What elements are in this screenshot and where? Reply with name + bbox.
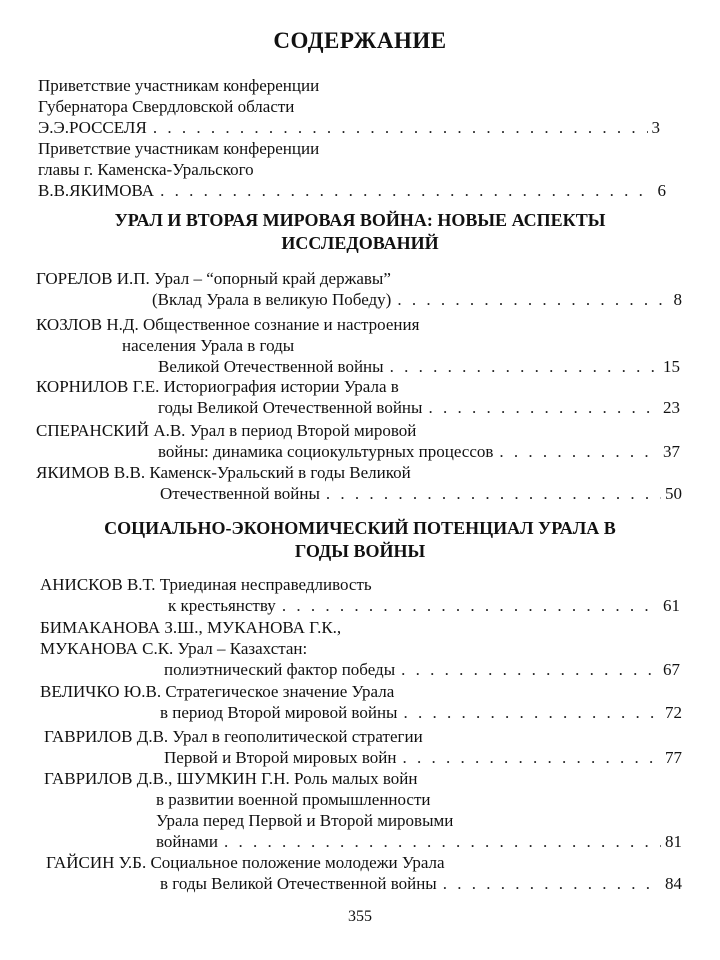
section-heading-line: УРАЛ И ВТОРАЯ МИРОВАЯ ВОЙНА: НОВЫЕ АСПЕКТЫ [114,210,606,230]
toc-entry-line: ГАВРИЛОВ Д.В., ШУМКИН Г.Н. Роль малых войн [44,769,418,788]
toc-entry-line: АНИСКОВ В.Т. Триединая несправедливость [40,575,372,594]
toc-page-number: 77 [665,748,682,767]
leader-dots [154,180,653,201]
section-heading-1 [40,209,680,255]
toc-entry-line: Великой Отечественной войны [158,357,384,376]
toc-entry-last-line [158,356,680,377]
toc-entry-last-line [164,659,680,680]
toc-entry [0,314,720,377]
toc-entry-line: Губернатора Свердловской области [38,97,295,116]
leader-dots [218,831,661,852]
toc-entry [0,376,720,418]
toc-entry-last-line [168,595,680,616]
toc-entry-last-line [156,831,682,852]
toc-entry-line: БИМАКАНОВА З.Ш., МУКАНОВА Г.К., [40,618,342,637]
leader-dots [493,441,659,462]
toc-entry-last-line [160,873,682,894]
toc-page-number: 84 [665,874,682,893]
toc-page-number: 6 [657,181,666,200]
page-number: 355 [348,908,372,925]
page-title: СОДЕРЖАНИЕ [273,28,447,53]
toc-entry-last-line [164,747,682,768]
toc-entry [0,462,720,504]
toc-entry [0,726,720,768]
toc-entry-line: населения Урала в годы [122,336,295,355]
toc-entry-line: ГОРЕЛОВ И.П. Урал – “опорный край державы” [36,269,391,288]
toc-entry-last-line [152,289,682,310]
leader-dots [422,397,659,418]
toc-entry-line: Отечественной войны [160,484,320,503]
toc-page-number: 3 [651,118,660,137]
toc-page-number: 61 [663,596,680,615]
toc-entry-greeting-1 [0,75,720,138]
toc-entry-line: в период Второй мировой войны [160,703,398,722]
toc-entry-line: полиэтнический фактор победы [164,660,396,679]
toc-entry-last-line [158,441,680,462]
toc-entry-greeting-2 [0,138,720,201]
leader-dots [276,595,659,616]
leader-dots [147,117,648,138]
toc-page-number: 8 [673,290,682,309]
toc-entry [0,681,720,723]
toc-entry [0,420,720,462]
section-heading-line: ИССЛЕДОВАНИЙ [281,233,439,253]
leader-dots [396,747,661,768]
toc-page-number: 72 [665,703,682,722]
toc-entry [0,268,720,310]
toc-entry-last-line [160,483,682,504]
leader-dots [397,702,661,723]
toc-entry-line: Приветствие участникам конференции [38,139,320,158]
toc-entry-line: в годы Великой Отечественной войны [160,874,437,893]
toc-entry-last-line [158,397,680,418]
toc-entry-line: МУКАНОВА С.К. Урал – Казахстан: [40,639,308,658]
leader-dots [320,483,661,504]
toc-entry-last-line [38,117,660,138]
toc-page-number: 37 [663,442,680,461]
toc-entry-last-line [160,702,682,723]
toc-page-number: 81 [665,832,682,851]
toc-page-number: 50 [665,484,682,503]
toc-entry-line: КОЗЛОВ Н.Д. Общественное сознание и настроения [36,315,420,334]
leader-dots [437,873,661,894]
toc-entry-line: КОРНИЛОВ Г.Е. Историография истории Урала в [36,377,399,396]
toc-page-number: 67 [663,660,680,679]
toc-entry [0,768,720,852]
toc-entry-line: СПЕРАНСКИЙ А.В. Урал в период Второй мировой [36,421,417,440]
toc-entry-line: В.В.ЯКИМОВА [38,181,155,200]
toc-entry-line: войнами [156,832,219,851]
toc-entry-line: войны: динамика социокультурных процессов [158,442,494,461]
toc-entry-line: ГАВРИЛОВ Д.В. Урал в геополитической стратегии [44,727,423,746]
leader-dots [391,289,669,310]
toc-page-number: 15 [663,357,680,376]
leader-dots [384,356,659,377]
toc-page-number: 23 [663,398,680,417]
toc-entry-line: к крестьянству [168,596,276,615]
toc-entry-line: ВЕЛИЧКО Ю.В. Стратегическое значение Урала [40,682,395,701]
toc-entry [0,617,720,680]
toc-entry [0,574,720,616]
toc-entry-line: Первой и Второй мировых войн [164,748,397,767]
toc-entry [0,852,720,894]
toc-entry-last-line [38,180,666,201]
toc-entry-line: в развитии военной промышленности [156,790,431,809]
toc-entry-line: Урала перед Первой и Второй мировыми [156,811,454,830]
toc-entry-line: Приветствие участникам конференции [38,76,320,95]
toc-entry-line: ЯКИМОВ В.В. Каменск-Уральский в годы Великой [36,463,411,482]
section-heading-line: СОЦИАЛЬНО-ЭКОНОМИЧЕСКИЙ ПОТЕНЦИАЛ УРАЛА В [104,518,616,538]
toc-entry-line: годы Великой Отечественной войны [158,398,423,417]
toc-entry-line: главы г. Каменска-Уральского [38,160,254,179]
leader-dots [395,659,659,680]
section-heading-2 [40,517,680,563]
toc-entry-line: ГАЙСИН У.Б. Социальное положение молодежи Урала [46,853,445,872]
toc-entry-line: (Вклад Урала в великую Победу) [152,290,392,309]
toc-entry-line: Э.Э.РОССЕЛЯ [38,118,147,137]
section-heading-line: ГОДЫ ВОЙНЫ [294,541,426,561]
